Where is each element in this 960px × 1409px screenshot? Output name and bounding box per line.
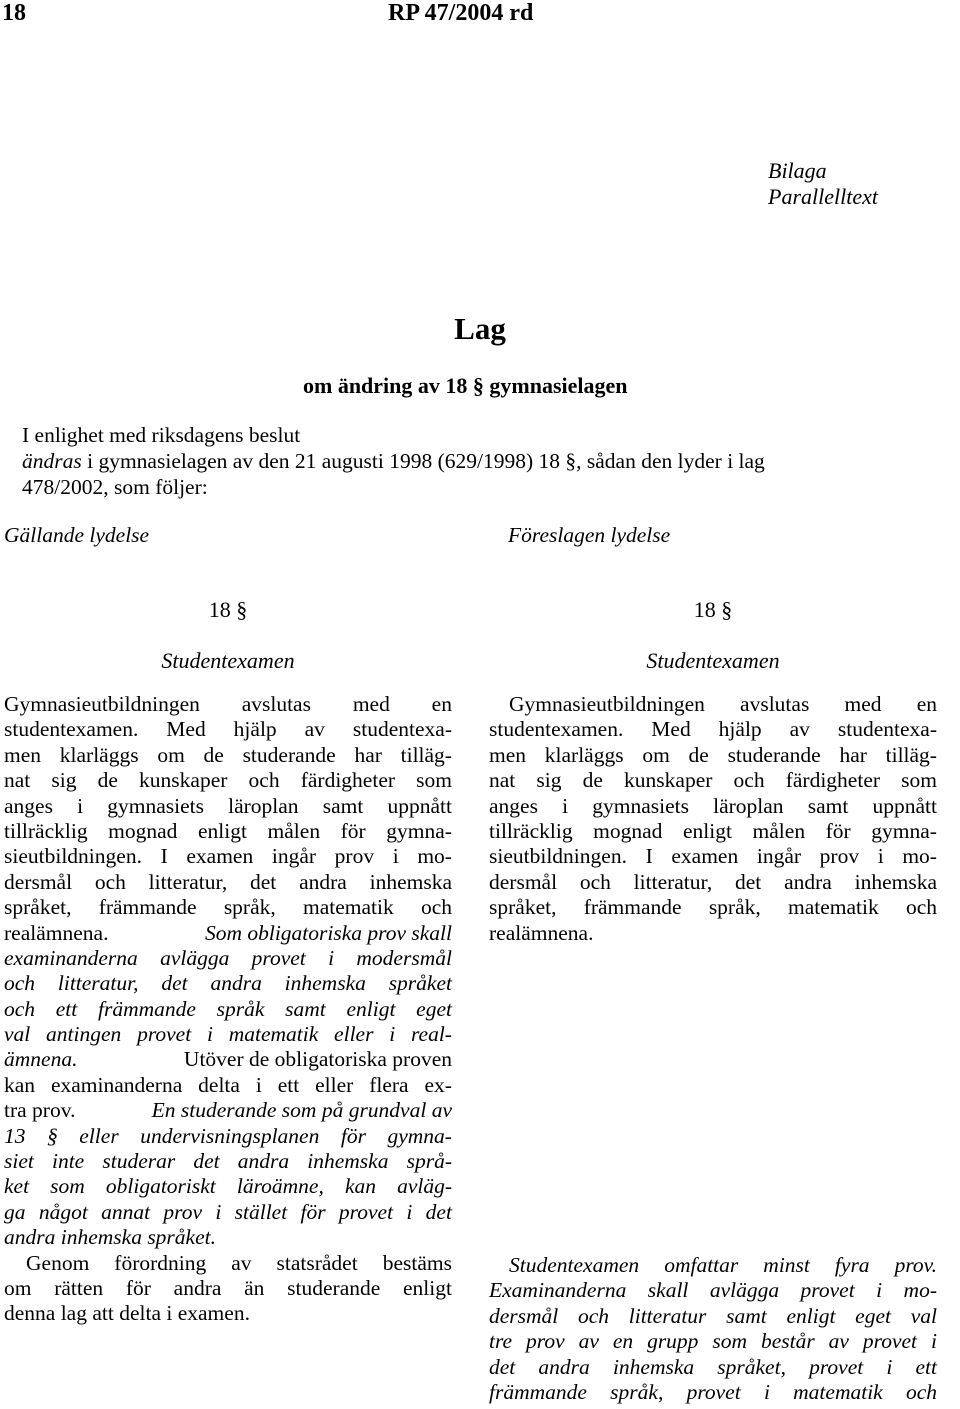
law-title: Lag [454, 311, 506, 346]
text-line-italic [4, 997, 452, 1022]
text-run: realämnena. [4, 920, 114, 945]
text-line [4, 819, 452, 844]
text-line-mixed [4, 1047, 452, 1072]
text-line: denna lag att delta i examen. [4, 1301, 250, 1326]
word: litteratur, [148, 869, 228, 894]
word: för [340, 818, 366, 843]
preamble-line-1: I enlighet med riksdagens beslut [22, 423, 301, 447]
word: men [489, 742, 527, 767]
word: läroplan [228, 793, 299, 818]
word: språket, [717, 1354, 786, 1379]
word: statsrådet [276, 1250, 358, 1275]
word: i [886, 1354, 893, 1379]
word: inhemska [854, 869, 937, 894]
word: och [420, 895, 452, 920]
word: det [161, 971, 188, 996]
section-paragraph-1 [4, 692, 452, 1251]
word: av [304, 717, 325, 742]
word: prov [334, 844, 375, 869]
word: Med [651, 717, 691, 742]
word: de [688, 742, 709, 767]
text-line-mixed [4, 1098, 452, 1123]
word: examen [186, 844, 254, 869]
preamble-line-3: 478/2002, som följer: [22, 475, 208, 499]
word: och [4, 971, 36, 996]
text-line [489, 717, 937, 742]
word: kan [4, 1072, 36, 1097]
current-wording-label: Gällande lydelse [4, 523, 150, 547]
word: för [340, 1123, 366, 1148]
section-paragraph-2 [489, 1253, 937, 1405]
word: matematik [302, 895, 394, 920]
text-run-italic: En studerande som på grundval av [151, 1098, 452, 1123]
word: fyra [834, 1253, 870, 1277]
word: gymnasiets [107, 793, 204, 818]
text-line: realämnena. [489, 920, 594, 945]
word: § [47, 1123, 58, 1148]
word: provet [338, 1199, 394, 1224]
text-line [4, 1251, 452, 1276]
word: enligt [346, 996, 396, 1021]
page-number: 18 [2, 0, 26, 26]
word: matematik [787, 895, 879, 920]
word: enligt [403, 1275, 452, 1300]
word: för [825, 818, 851, 843]
word: och [94, 869, 126, 894]
word: och [4, 996, 36, 1021]
word: ett [277, 1072, 300, 1097]
word: anges [489, 793, 538, 818]
word: om [4, 1275, 32, 1300]
word: språ- [406, 1149, 452, 1174]
word: ingår [271, 844, 317, 869]
word: matematik [228, 1022, 319, 1047]
word: de [582, 768, 603, 793]
word: delta [198, 1072, 240, 1097]
word: om [642, 742, 670, 767]
word: inhemska [284, 971, 366, 996]
word: sieutbildningen. [4, 844, 142, 869]
word: än [244, 1275, 265, 1300]
text-line [489, 768, 937, 793]
word: språket [388, 971, 452, 996]
word: gymnasiets [592, 793, 689, 818]
word: främmande [583, 895, 682, 920]
word: som [712, 1329, 748, 1354]
word: sieutbildningen. [489, 844, 627, 869]
word: Med [166, 717, 206, 742]
word: i [406, 1199, 413, 1224]
word: i [328, 945, 335, 970]
word: med [352, 692, 390, 716]
word: litteratur [628, 1303, 707, 1328]
word: har [354, 742, 382, 767]
word: avlägga [160, 945, 230, 970]
word: ingår [756, 844, 802, 869]
text-line [4, 870, 452, 895]
text-line [489, 870, 937, 895]
text-line [4, 1073, 452, 1098]
word: stället [234, 1199, 288, 1224]
word: och [905, 1379, 937, 1404]
word: läroplan [713, 793, 784, 818]
word: målen [267, 818, 321, 843]
text-line-italic: andra inhemska språket. [4, 1225, 216, 1250]
word: för [125, 1275, 151, 1300]
word: läroämne, [236, 1174, 324, 1199]
text-line-italic [4, 946, 452, 971]
word: litteratur, [633, 869, 713, 894]
word: tillräcklig [4, 818, 88, 843]
word: enligt [198, 818, 247, 843]
word: minst [763, 1253, 810, 1277]
appendix-label [768, 158, 878, 210]
word: består [760, 1329, 815, 1354]
appendix-line-1: Bilaga [768, 158, 827, 183]
word: samt [726, 1303, 767, 1328]
word: andra [210, 971, 262, 996]
word: andra [784, 869, 832, 894]
word: i [215, 1199, 222, 1224]
word: examinanderna [50, 1072, 183, 1097]
text-run-italic: Som obligatoriska prov skall [204, 920, 452, 945]
word: litteratur, [57, 971, 139, 996]
document-code: RP 47/2004 rd [388, 0, 534, 26]
text-line-italic [4, 971, 452, 996]
section-heading: Studentexamen [646, 648, 780, 673]
word: språk [216, 996, 265, 1021]
word: i [392, 844, 399, 869]
word: i [763, 1379, 770, 1404]
word: studentexa- [837, 717, 937, 742]
text-line-italic [489, 1380, 937, 1405]
word: främmande [489, 1379, 587, 1404]
word: gymna- [871, 818, 937, 843]
word: provet [809, 1354, 864, 1379]
word: i [77, 793, 84, 818]
word: provet [800, 1278, 855, 1303]
word: nat [4, 768, 31, 793]
preamble-line-2 [22, 448, 960, 474]
preamble-line-2-rest: i gymnasielagen av den 21 augusti 1998 (629/1998) 18 §, sådan den lyder i lag [81, 449, 765, 473]
word: färdigheter [785, 768, 881, 793]
word: val [910, 1303, 937, 1328]
appendix-line-2: Parallelltext [768, 184, 878, 209]
word: tre [489, 1329, 513, 1354]
word: i [877, 844, 884, 869]
word: examinanderna [4, 945, 138, 970]
text-line [4, 768, 452, 793]
text-line-italic [4, 1124, 452, 1149]
word: studentexa- [352, 717, 452, 742]
word: grupp [647, 1329, 699, 1354]
word: i [389, 1022, 396, 1047]
word: mognad [593, 818, 663, 843]
section-number: 18 § [693, 597, 733, 622]
word: språk, [610, 1379, 664, 1404]
word: och [733, 768, 765, 793]
text-line [4, 692, 452, 717]
word: andra [538, 1354, 590, 1379]
text-line-italic [4, 1200, 452, 1225]
word: hjälp [718, 717, 762, 742]
word: provet [251, 945, 306, 970]
text-line [489, 743, 937, 768]
word: ex- [424, 1072, 452, 1097]
text-line-italic [4, 1022, 452, 1047]
word: provet [686, 1379, 741, 1404]
text-line [4, 717, 452, 742]
word: prov. [894, 1253, 937, 1277]
word: och [248, 768, 280, 793]
word: språk, [708, 895, 761, 920]
word: ga [4, 1199, 26, 1224]
word: det [250, 869, 277, 894]
word: men [4, 742, 42, 767]
word: klarläggs [544, 742, 624, 767]
word: antingen [46, 1022, 122, 1047]
word: inhemska [307, 1149, 389, 1174]
word: en [431, 692, 452, 716]
word: en [916, 692, 937, 716]
word: skall [647, 1278, 689, 1303]
word: färdigheter [300, 768, 396, 793]
word: inhemska [612, 1354, 695, 1379]
word: det [193, 1149, 220, 1174]
word: Gymnasieutbildningen [4, 692, 200, 716]
text-line [489, 819, 937, 844]
word: kunskaper [139, 768, 228, 793]
word: kunskaper [624, 768, 713, 793]
word: uppnått [387, 793, 452, 818]
current-wording-column [4, 595, 452, 1327]
text-line-italic [489, 1253, 937, 1278]
word: ett [55, 996, 78, 1021]
word: i [206, 1022, 213, 1047]
word: eller [79, 1123, 119, 1148]
text-line-italic [489, 1278, 937, 1303]
word: I [160, 844, 168, 869]
word: samt [322, 793, 364, 818]
word: som [416, 768, 452, 793]
word: och [578, 1303, 610, 1328]
word: Examinanderna [489, 1278, 627, 1303]
word: mo- [902, 844, 937, 869]
law-subtitle: om ändring av 18 § gymnasielagen [303, 373, 628, 398]
text-line [489, 895, 937, 920]
word: ket [4, 1174, 30, 1199]
word: klarläggs [59, 742, 139, 767]
word: tilläg- [400, 742, 452, 767]
text-line-italic [4, 1174, 452, 1199]
word: språket, [4, 895, 72, 920]
word: hjälp [233, 717, 277, 742]
word: av [789, 717, 810, 742]
word: omfattar [664, 1253, 739, 1277]
word: avläg- [397, 1174, 452, 1199]
proposed-wording-label: Föreslagen lydelse [508, 523, 671, 547]
word: matematik [793, 1379, 883, 1404]
word: inhemska [369, 869, 452, 894]
text-line-italic [489, 1304, 937, 1329]
word: har [839, 742, 867, 767]
word: inte [51, 1149, 85, 1174]
word: för [300, 1199, 326, 1224]
text-line [4, 1276, 452, 1301]
word: som [50, 1174, 85, 1199]
word: av [578, 1329, 599, 1354]
word: rätten [54, 1275, 104, 1300]
word: av [231, 1250, 252, 1275]
word: ett [915, 1354, 937, 1379]
word: de [97, 768, 118, 793]
word: studerande [727, 742, 821, 767]
section-number: 18 § [208, 597, 248, 622]
word: bestäms [382, 1250, 452, 1275]
proposed-wording-column [489, 595, 937, 1404]
word: Gymnasieutbildningen [509, 692, 705, 716]
word: det [489, 1354, 516, 1379]
word: de [203, 742, 224, 767]
word: provet [862, 1329, 918, 1354]
preamble-verb: ändras [22, 449, 82, 473]
word: gymna- [387, 1123, 452, 1148]
word: mo- [903, 1278, 937, 1303]
word: samt [807, 793, 849, 818]
word: prov [526, 1329, 565, 1354]
word: språket, [489, 895, 557, 920]
word: studentexamen. [489, 717, 624, 742]
word: real- [410, 1022, 452, 1047]
text-line-mixed [4, 921, 452, 946]
word: och [579, 869, 611, 894]
section-paragraph-1 [489, 692, 937, 946]
word: 13 [4, 1123, 26, 1148]
text-run-italic: ämnena. [4, 1047, 78, 1072]
text-line [4, 844, 452, 869]
word: obligatoriskt [105, 1174, 216, 1199]
word: modersmål [356, 945, 452, 970]
word: andra [299, 869, 347, 894]
word: om [157, 742, 185, 767]
word: studerar [102, 1149, 176, 1174]
word: främmande [97, 996, 196, 1021]
preamble [22, 422, 960, 500]
text-line-italic [4, 1149, 452, 1174]
word: examen [671, 844, 739, 869]
word: enligt [683, 818, 732, 843]
text-run: tra prov. [4, 1098, 81, 1123]
word: främmande [98, 895, 197, 920]
text-line-italic [489, 1355, 937, 1380]
word: eget [855, 1303, 891, 1328]
section-paragraph-2 [4, 1251, 452, 1327]
text-line [4, 743, 452, 768]
text-line [489, 794, 937, 819]
text-line [4, 794, 452, 819]
word: av [828, 1329, 849, 1354]
word: avslutas [740, 692, 810, 716]
word: med [844, 692, 882, 716]
word: sig [536, 768, 562, 793]
word: undervisningsplanen [140, 1123, 320, 1148]
word: målen [752, 818, 806, 843]
word: i [562, 793, 569, 818]
text-line [489, 692, 937, 717]
text-run: Utöver de obligatoriska proven [178, 1047, 452, 1072]
word: dersmål [489, 869, 558, 894]
text-line [4, 895, 452, 920]
word: annat [101, 1199, 151, 1224]
word: avlägga [709, 1278, 780, 1303]
word: avslutas [241, 692, 311, 716]
word: dersmål [4, 869, 73, 894]
word: som [901, 768, 937, 793]
word: studerande [287, 1275, 381, 1300]
word: en [612, 1329, 634, 1354]
word: eller [334, 1022, 374, 1047]
word: enligt [786, 1303, 836, 1328]
text-line [489, 844, 937, 869]
word: mo- [417, 844, 452, 869]
word: eget [416, 996, 452, 1021]
word: eller [315, 1072, 354, 1097]
word: studerande [242, 742, 336, 767]
word: uppnått [872, 793, 937, 818]
section-heading: Studentexamen [161, 648, 295, 673]
word: Studentexamen [509, 1253, 640, 1277]
word: siet [4, 1149, 34, 1174]
word: studentexamen. [4, 717, 139, 742]
word: tilläg- [885, 742, 937, 767]
word: det [425, 1199, 452, 1224]
word: gymna- [386, 818, 452, 843]
word: I [645, 844, 653, 869]
word: nat [489, 768, 516, 793]
word: dersmål [489, 1303, 559, 1328]
word: provet [137, 1022, 192, 1047]
word: i [876, 1278, 883, 1303]
word: Genom [26, 1250, 90, 1275]
word: samt [285, 996, 326, 1021]
word: flera [369, 1072, 409, 1097]
word: språk, [223, 895, 276, 920]
word: prov [819, 844, 860, 869]
word: kan [344, 1174, 376, 1199]
word: i [930, 1329, 937, 1354]
word: val [4, 1022, 31, 1047]
word: anges [4, 793, 53, 818]
text-line-italic [489, 1329, 937, 1354]
word: andra [173, 1275, 222, 1300]
word: tillräcklig [489, 818, 573, 843]
word: mognad [108, 818, 178, 843]
word: förordning [114, 1250, 207, 1275]
word: något [38, 1199, 88, 1224]
word: det [735, 869, 762, 894]
word: och [905, 895, 937, 920]
word: prov [163, 1199, 203, 1224]
word: andra [237, 1149, 290, 1174]
word: sig [51, 768, 77, 793]
word: i [255, 1072, 262, 1097]
